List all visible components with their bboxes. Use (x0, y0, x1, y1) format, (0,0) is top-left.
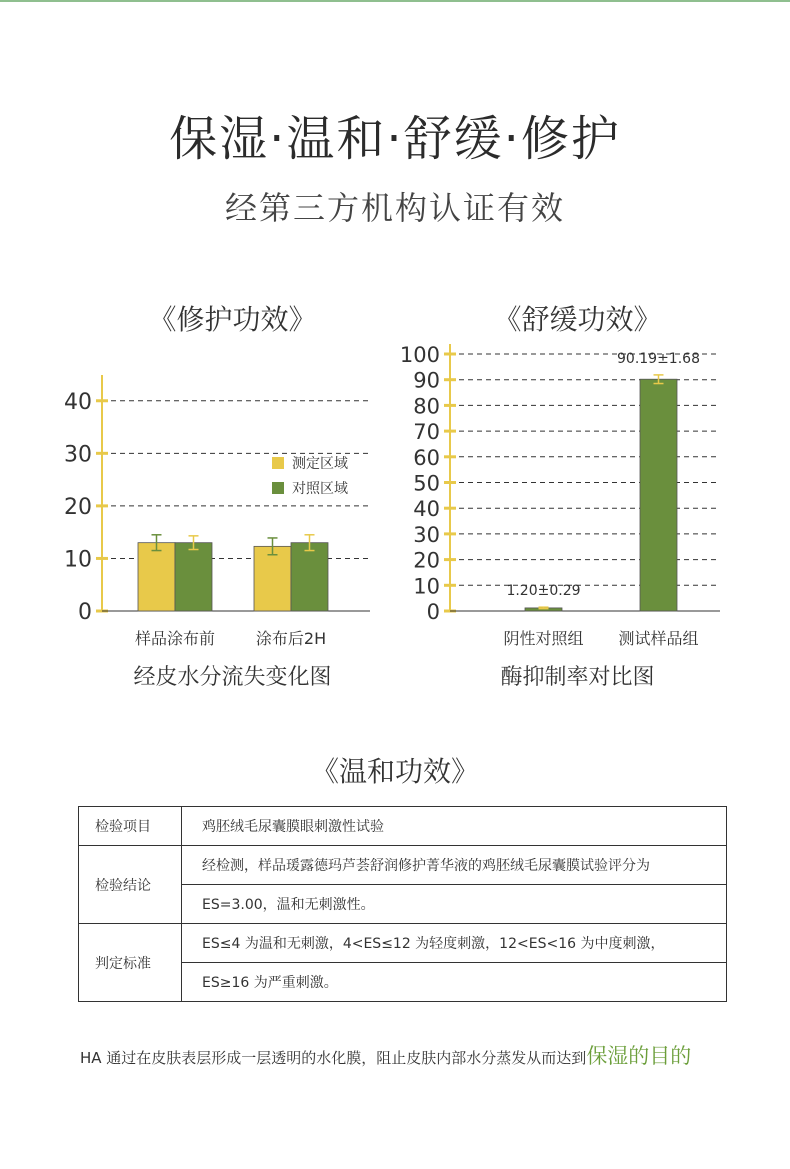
footer-text: HA 通过在皮肤表层形成一层透明的水化膜，阻止皮肤内部水分蒸发从而达到 (80, 1049, 587, 1067)
y-tick-label: 0 (426, 600, 440, 624)
y-tick-label: 80 (413, 394, 440, 419)
row-head-item: 检验项目 (79, 807, 182, 846)
y-tick-label: 90 (413, 368, 440, 393)
row-head-criteria: 判定标准 (79, 924, 182, 1002)
y-tick-label: 0 (78, 600, 92, 625)
y-tick-label: 50 (413, 471, 440, 496)
y-tick-label: 60 (413, 445, 440, 470)
footer-highlight: 保湿的目的 (586, 1044, 692, 1068)
y-tick-label: 40 (64, 389, 92, 415)
row-value-conclusion-line1: 经检测，样品瑗露德玛芦荟舒润修护菁华液的鸡胚绒毛尿囊膜试验评分为 (182, 846, 727, 885)
legend-label: 对照区域 (292, 481, 348, 497)
bar (175, 543, 212, 611)
x-tick-label: 测试样品组 (618, 629, 699, 648)
y-tick-label: 10 (64, 547, 92, 573)
x-tick-label: 阴性对照组 (503, 629, 584, 648)
enzyme-inhibition-bar-chart (385, 335, 730, 648)
tewl-bar-chart (40, 360, 380, 648)
y-tick-label: 10 (413, 574, 440, 599)
y-tick-label: 70 (413, 420, 440, 445)
data-label: 1.20±0.29 (506, 583, 581, 600)
row-value-conclusion-line2: ES=3.00，温和无刺激性。 (182, 885, 727, 924)
y-tick-label: 20 (413, 548, 440, 573)
row-value-criteria-line2: ES≥16 为严重刺激。 (182, 963, 727, 1002)
y-tick-label: 30 (413, 522, 440, 547)
x-tick-label: 涂布后2H (255, 629, 327, 648)
soothe-section-title: 《舒缓功效》 (493, 303, 662, 336)
x-tick-label: 样品涂布前 (134, 629, 216, 648)
page-subtitle: 经第三方机构认证有效 (224, 189, 565, 227)
bar (138, 543, 175, 611)
y-tick-label: 20 (64, 494, 92, 520)
row-value-criteria-line1: ES≤4 为温和无刺激，4<ES≤12 为轻度刺激，12<ES<16 为中度刺激， (182, 924, 727, 963)
row-head-conclusion: 检验结论 (79, 846, 182, 924)
bar (254, 546, 291, 611)
enzyme-chart-title: 酶抑制率对比图 (500, 665, 655, 690)
tewl-chart-title: 经皮水分流失变化图 (133, 665, 332, 690)
bar (291, 543, 328, 611)
y-tick-label: 100 (399, 343, 440, 367)
y-tick-label: 30 (64, 442, 92, 468)
table-row (79, 807, 727, 846)
table-row (79, 924, 727, 963)
legend-label: 测定区域 (292, 456, 348, 472)
legend-swatch (272, 482, 284, 494)
table-row (79, 846, 727, 885)
bar (640, 379, 677, 611)
y-tick-label: 40 (413, 497, 440, 522)
legend-swatch (272, 457, 284, 469)
data-label: 90.19±1.68 (617, 350, 700, 367)
footer-note (80, 1040, 691, 1070)
repair-section-title: 《修护功效》 (148, 303, 317, 336)
page-title: 保湿·温和·舒缓·修护 (169, 111, 621, 167)
irritation-test-table (78, 806, 727, 1002)
mild-section-title: 《温和功效》 (310, 755, 479, 788)
top-divider (0, 0, 790, 2)
row-value-item: 鸡胚绒毛尿囊膜眼刺激性试验 (182, 807, 727, 846)
